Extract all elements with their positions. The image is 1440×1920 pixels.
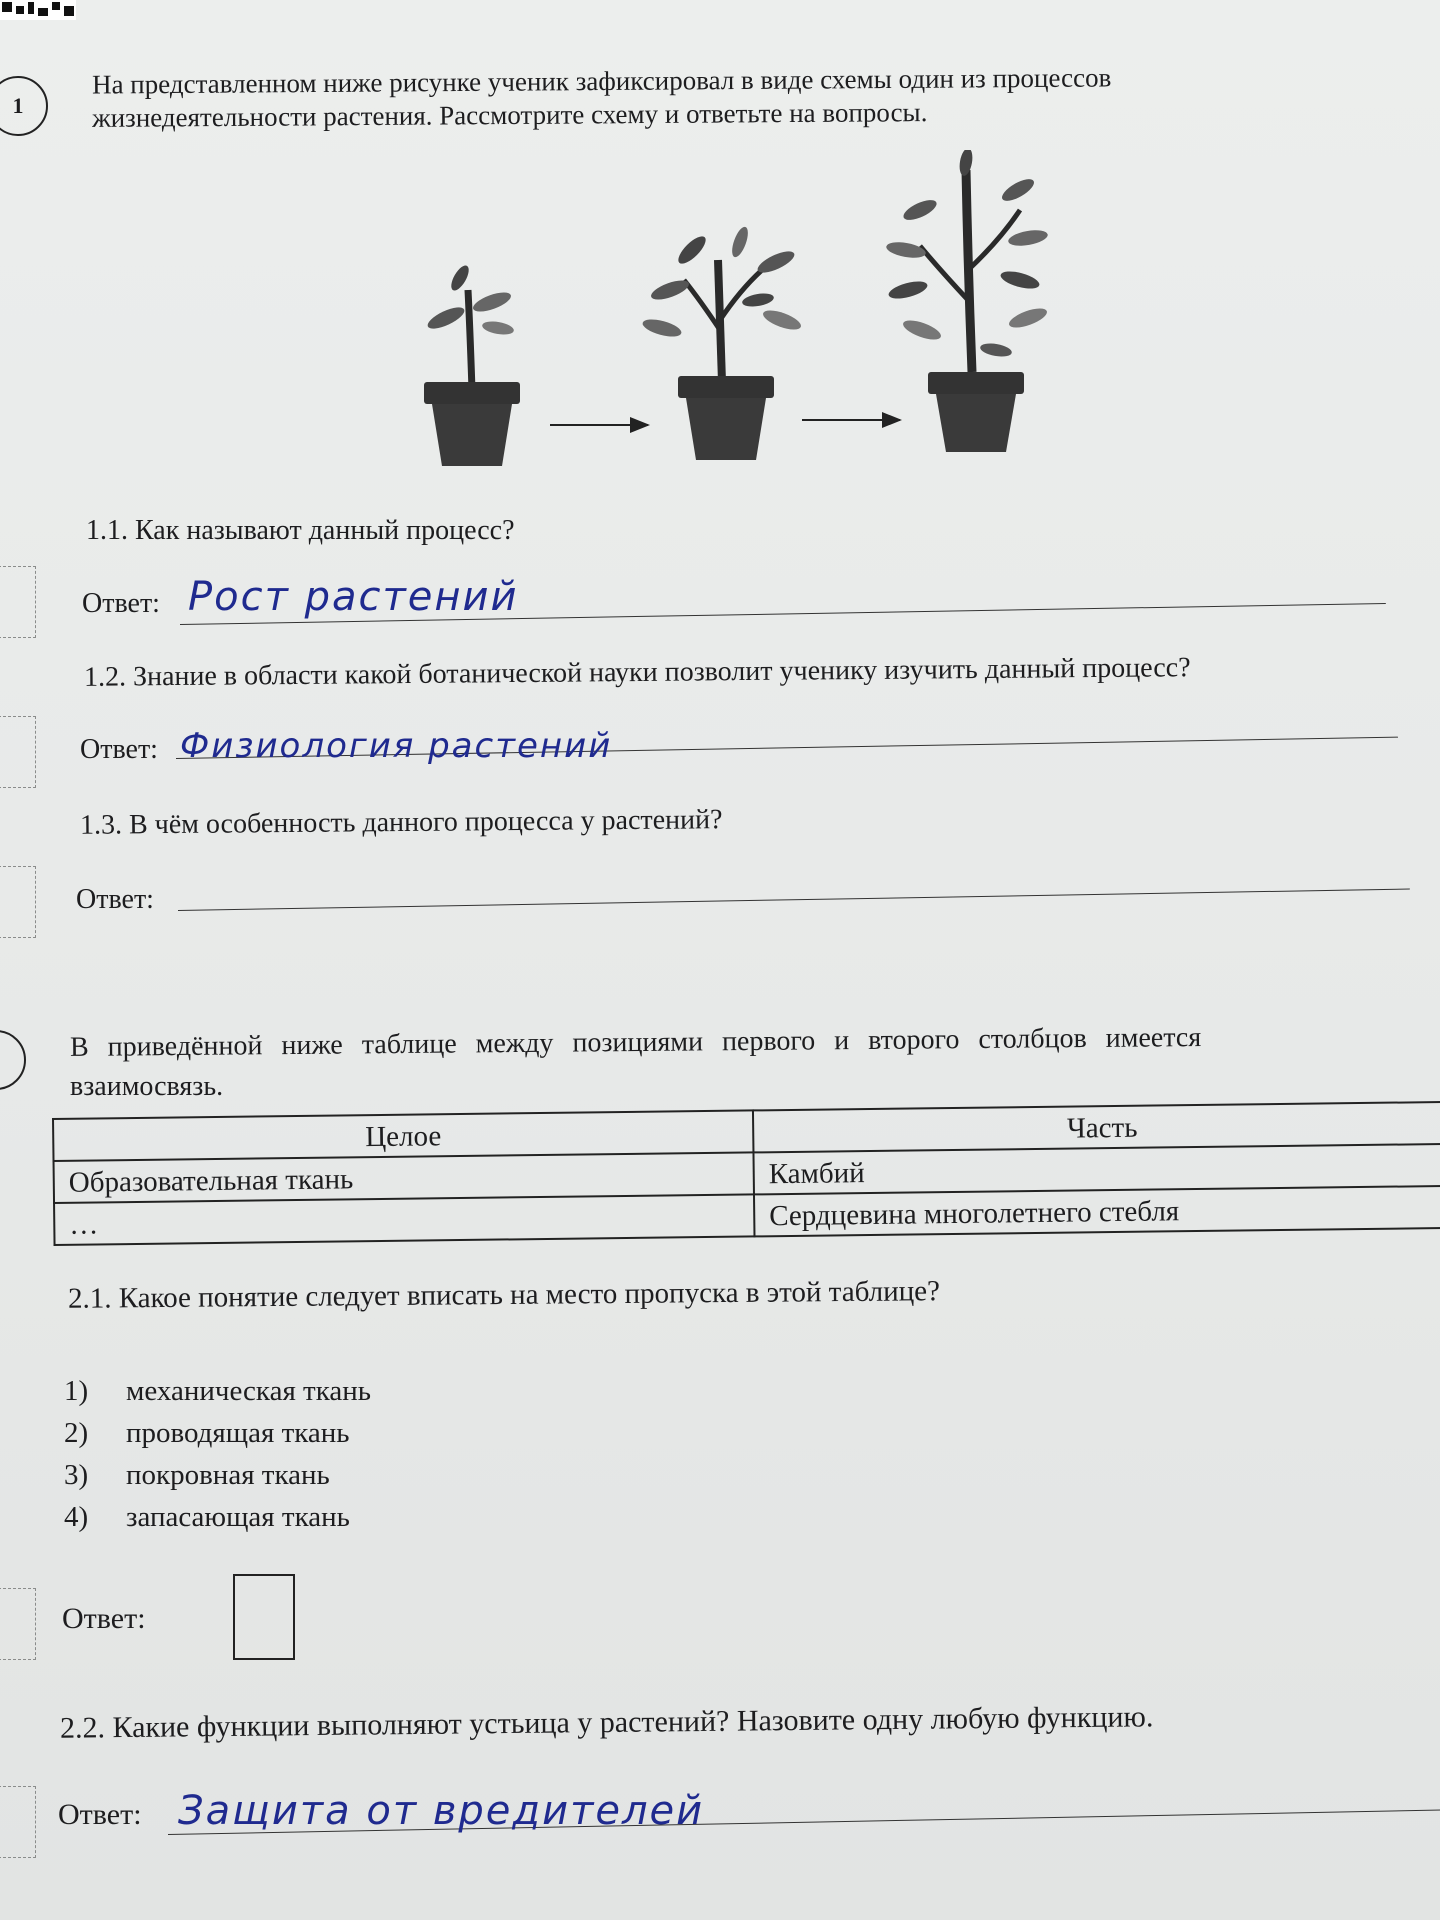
question-2-2: 2.2. Какие функции выполняют устьица у растений? Назовите одну любую функцию. [59,1700,1154,1745]
list-item[interactable] [64,1370,371,1412]
medium-plant-pot-icon [641,225,803,460]
score-box-1-2 [0,716,36,788]
table-cell: Образовательная ткань [54,1152,754,1203]
score-box-2-1 [0,1588,36,1660]
table-header-whole: Целое [53,1110,753,1161]
option-number: 4) [64,1501,89,1533]
question-1-intro-line-1: На представленном ниже рисунке ученик зафиксировал в виде схемы один из процессов [91,62,1112,100]
answer-label-2-2: Ответ: [58,1798,142,1831]
answer-label-2-1: Ответ: [62,1602,146,1635]
plant-growth-scheme [400,150,1060,470]
list-item[interactable] [64,1454,371,1496]
small-plant-pot-icon [424,263,520,466]
list-item[interactable] [64,1496,371,1538]
options-list [64,1370,371,1538]
handwritten-answer-2-2[interactable]: Защита от вредителей [178,1788,705,1834]
score-box-1-3 [0,866,36,938]
question-1-number: 1 [0,76,48,136]
score-box-1-1 [0,566,36,638]
question-2-intro-line-2: взаимосвязь. [70,1071,224,1102]
answer-label-1-2: Ответ: [80,734,158,765]
option-number: 2) [64,1417,89,1449]
table-cell-blank[interactable]: … [54,1194,754,1245]
option-text: проводящая ткань [126,1417,350,1449]
option-text: механическая ткань [126,1375,371,1407]
option-text: запасающая ткань [126,1501,350,1533]
table-cell: Сердцевина многолетнего стебля [754,1186,1440,1237]
question-2-number [0,1030,26,1090]
score-box-2-2 [0,1786,36,1858]
question-2-1: 2.1. Какое понятие следует вписать на место пропуска в этой таблице? [67,1275,941,1315]
whole-part-table [52,1101,1440,1246]
question-1-2: 1.2. Знание в области какой ботанической науки позволит ученику изучить данный процесс? [83,652,1191,693]
answer-label-1-3: Ответ: [76,884,154,915]
answer-line-1-3[interactable] [178,888,1410,911]
handwritten-answer-1-1[interactable]: Рост растений [188,574,519,620]
question-1-3: 1.3. В чём особенность данного процесса у растений? [79,804,723,841]
qr-code-fragment [0,0,76,20]
table-header-part: Часть [753,1102,1440,1153]
table-cell: Камбий [753,1144,1440,1195]
handwritten-answer-1-2[interactable]: Физиология растений [180,726,613,766]
answer-box-2-1[interactable] [233,1574,295,1660]
option-text: покровная ткань [126,1459,330,1491]
option-number: 1) [64,1375,89,1407]
option-number: 3) [64,1459,89,1491]
question-1-1: 1.1. Как называют данный процесс? [86,515,515,546]
question-1-intro-line-2: жизнедеятельности растения. Рассмотрите схему и ответьте на вопросы. [91,97,928,133]
answer-label-1-1: Ответ: [82,588,160,619]
list-item[interactable] [64,1412,371,1454]
question-2-intro-line-1: В приведённой ниже таблице между позициями первого и второго столбцов имеется [69,1022,1202,1063]
large-plant-pot-icon [885,150,1049,452]
